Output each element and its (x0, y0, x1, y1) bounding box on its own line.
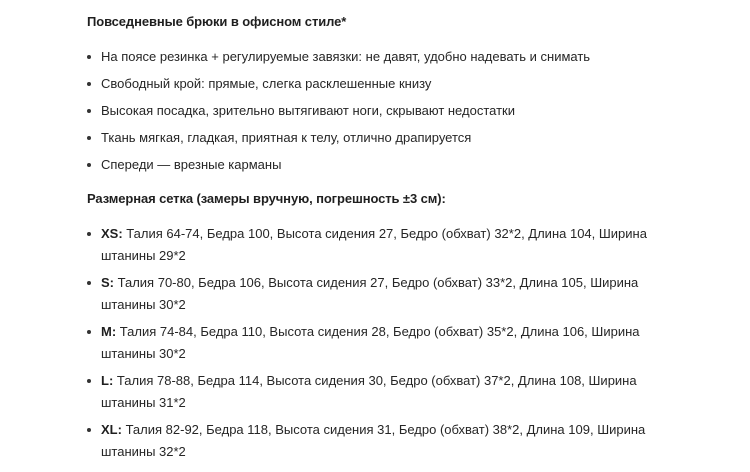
size-item-m (87, 321, 687, 365)
bullet-icon (87, 55, 91, 59)
size-details: Талия 78-88, Бедра 114, Высота сидения 30, Бедро (обхват) 37*2, Длина 108, Ширина штанины 31*2 (101, 373, 637, 410)
bullet-icon (87, 232, 91, 236)
size-item-l (87, 370, 687, 414)
size-label: S: (101, 275, 114, 290)
size-label: XL: (101, 422, 122, 437)
size-item-xs (87, 223, 687, 267)
size-label: M: (101, 324, 117, 339)
feature-text: Высокая посадка, зрительно вытягивают ноги, скрывают недостатки (101, 103, 515, 118)
size-label: L: (101, 373, 114, 388)
size-details: Талия 70-80, Бедра 106, Высота сидения 27, Бедро (обхват) 33*2, Длина 105, Ширина штанины 30*2 (101, 275, 639, 312)
size-item-s (87, 272, 687, 316)
size-item-xl (87, 419, 687, 463)
bullet-icon (87, 428, 91, 432)
size-label: XS: (101, 226, 123, 241)
product-title: Повседневные брюки в офисном стиле* (87, 14, 347, 29)
bullet-icon (87, 136, 91, 140)
size-details: Талия 82-92, Бедра 118, Высота сидения 31, Бедро (обхват) 38*2, Длина 109, Ширина штанины 32*2 (101, 422, 646, 459)
size-chart-title: Размерная сетка (замеры вручную, погрешность ±3 см): (87, 191, 446, 206)
feature-text: Ткань мягкая, гладкая, приятная к телу, отлично драпируется (101, 130, 472, 145)
bullet-icon (87, 109, 91, 113)
bullet-icon (87, 330, 91, 334)
size-details: Талия 64-74, Бедра 100, Высота сидения 27, Бедро (обхват) 32*2, Длина 104, Ширина штанины 29*2 (101, 226, 647, 263)
bullet-icon (87, 281, 91, 285)
feature-text: Спереди — врезные карманы (101, 157, 282, 172)
bullet-icon (87, 82, 91, 86)
feature-text: Свободный крой: прямые, слегка расклешенные книзу (101, 76, 432, 91)
bullet-icon (87, 163, 91, 167)
bullet-icon (87, 379, 91, 383)
feature-text: На поясе резинка + регулируемые завязки: не давят, удобно надевать и снимать (101, 49, 591, 64)
size-details: Талия 74-84, Бедра 110, Высота сидения 28, Бедро (обхват) 35*2, Длина 106, Ширина штанины 30*2 (101, 324, 640, 361)
